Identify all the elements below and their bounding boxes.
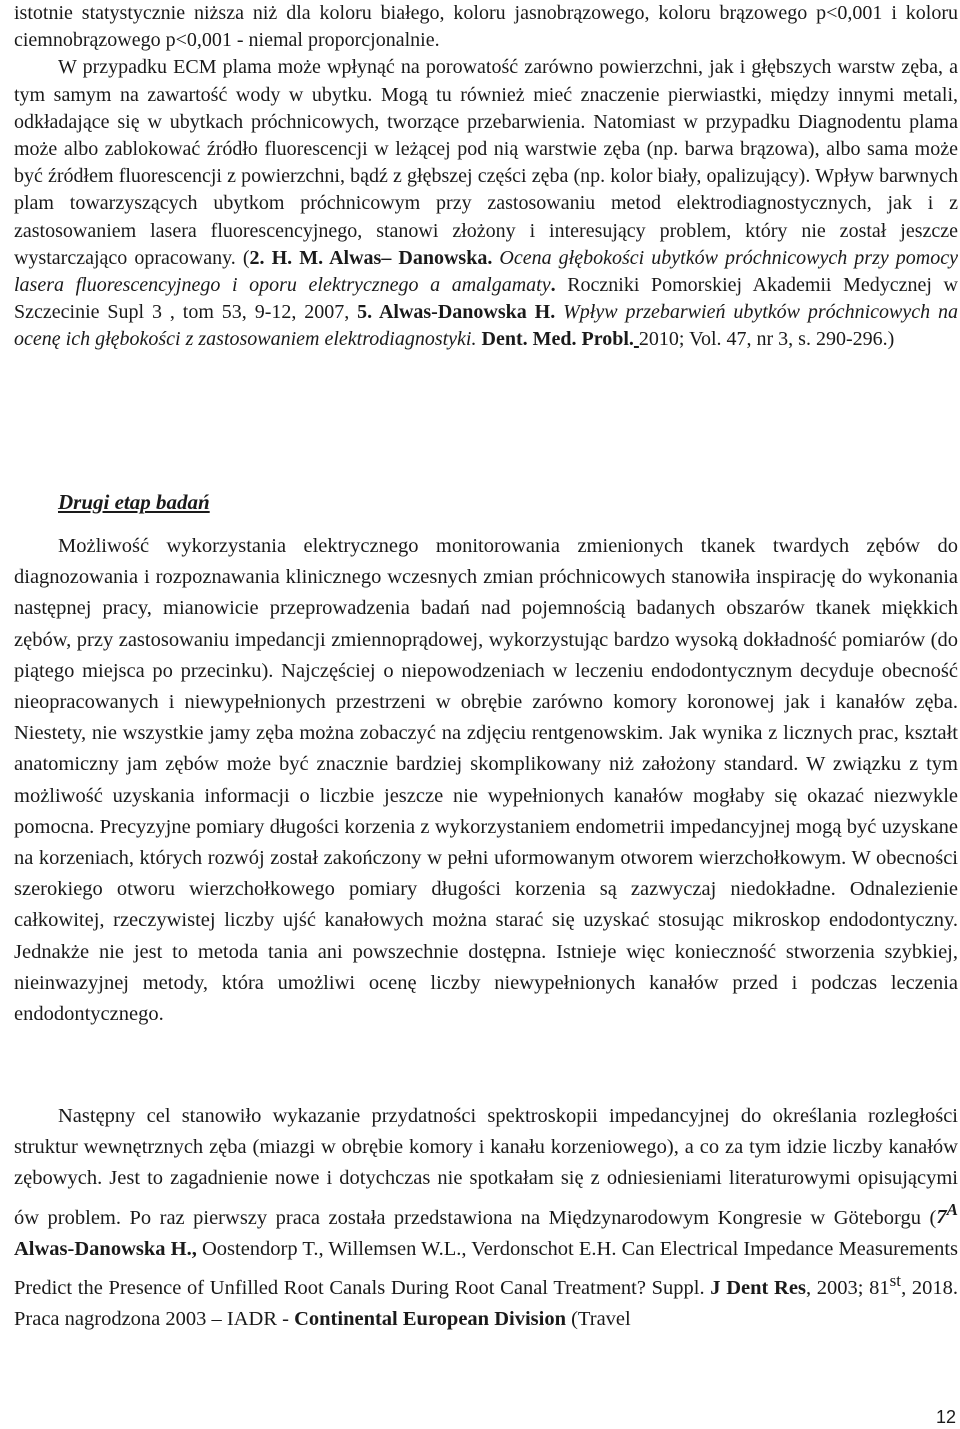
reference-7-sup: A [946, 1200, 958, 1220]
top-paragraph-body: W przypadku ECM plama może wpłynąć na porowatość zarówno powierzchni, jak i głębszych warstw zęba, a tym samym na zawartość wody w ubytku. Mogą tu również mieć znaczenie pierwiastki, między innymi metali, odkładające się w ubytkach próchnicowych, tworzące przebarwienia. Natomiast w przypadku Diagnodentu plama może albo zablokować źródło fluorescencji w leżącej pod nią warstwie zęba (np. barwa brązowa), albo sama może być źródłem fluorescencji z powierzchni, bądź z głębszej części zęba (np. kolor biały, opalizujący). Wpływ barwnych plam towarzyszących ubytkom próchnicowym przy zastosowaniu metod elektrodiagnostycznych, jak i z zastosowaniem lasera fluorescencyjnego, stanowi złożony i interesujący problem, który nie został jeszcze wystarczająco opracowany. ( [14, 56, 958, 269]
reference-2-number: 2. H. M. Alwas– Danowska. [249, 246, 493, 269]
reference-7-author: Alwas-Danowska H., [14, 1237, 197, 1260]
paragraph-1 [14, 531, 958, 1030]
page-number: 12 [935, 1407, 956, 1427]
division-name: Continental European Division [294, 1307, 566, 1330]
reference-5-journal: Dent. Med. Probl. [476, 328, 634, 351]
reference-2-dot: . [550, 274, 556, 297]
reference-5-tail: 2010; Vol. 47, nr 3, s. 290-296.) [638, 328, 895, 351]
top-sentence-1: istotnie statystycznie niższa niż dla koloru białego, koloru jasnobrązowego, koloru brązowego p<0,001 i koloru ciemnobrązowego p<0,001 - niemal proporcjonalnie. [14, 2, 958, 52]
section-heading: Drugi etap badań [58, 490, 210, 514]
journal-name: J Dent Res [710, 1276, 806, 1299]
reference-5-number: 5. Alwas-Danowska H. [357, 301, 556, 324]
journal-st: st [889, 1270, 902, 1290]
paragraph-2-text: Następny cel stanowiło wykazanie przydatności spektroskopii impedancyjnej do określania rozległości struktur wewnętrznych zęba (miazgi w obrębie komory i kanału korzeniowego), a co za tym idzie liczby kanałów zębowych. Jest to zagadnienie nowe i dotychczas nie spotkałam się z odniesieniami literaturowymi opisującymi ów problem. Po raz pierwszy praca została przedstawiona na Międzynarodowym Kongresie w Göteborgu ( [14, 1105, 958, 1229]
journal-year: , 2003; 81 [805, 1276, 890, 1299]
reference-2-journal: Roczniki Pomorskiej Akademii Medycznej w Szczecinie Supl 3 , tom 53, 9-12, 2007, [14, 274, 958, 324]
paragraph-2-tail: (Travel [565, 1307, 631, 1330]
paragraph-1-text: Możliwość wykorzystania elektrycznego monitorowania zmienionych tkanek twardych zębów do diagnozowania i rozpoznawania klinicznego wczesnych zmian próchnicowych stanowiła inspirację do wykonania następnej pracy, mianowicie przeprowadzenia badań nad pojemnością badanych obszarów tkanek miękkich zębów, przy zastosowaniu impedancji zmiennoprądowej, wykorzystując bardzo wysoką dokładność pomiarów (do piątego miejsca po przecinku). Najczęściej o niepowodzeniach w leczeniu endodontycznym decyduje obecność nieopracowanych i niewypełnionych przestrzeni w obrębie zarówno komory koronowej jak i kanałów zęba. Niestety, nie wszystkie jamy zęba można zobaczyć na zdjęciu rentgenowskim. Jak wynika z licznych prac, kształt anatomiczny jam zębów może być znacznie bardziej skomplikowany niż założony standard. W związku z tym możliwość uzyskania informacji o liczbie jeszcze nie wypełnionych kanałów mogłaby się okazać niezwykle pomocna. Precyzyjne pomiary długości korzenia z wykorzystaniem endometrii impedancyjnej mogą być uzyskane na korzeniach, których rozwój został zakończony w pełni uformowanym otworem wierzchołkowym. W obecności szerokiego otworu wierzchołkowego pomiary długości korzenia są zazwyczaj niedokładne. Odnalezienie całkowitej, rzeczywistej liczby ujść kanałowych można starać się uzyskać stosując mikroskop endodontyczny. Jednakże nie jest to metoda tania ani powszechnie dostępna. Istnieje więc konieczność stworzenia szybkiej, nieinwazyjnej metody, która umożliwi ocenę liczby niewypełnionych kanałów przed i podczas leczenia endodontycznego. [14, 535, 958, 1026]
top-paragraph [14, 0, 958, 354]
reference-5-title: Wpływ przebarwień ubytków próchnicowych na ocenę ich głębokości z zastosowaniem elektrodiagnostyki. [14, 301, 958, 351]
reference-7-rest: Oostendorp T., Willemsen W.L., Verdonschot E.H. Can Electrical Impedance Measurements Predict the Presence of Unfilled Root Canals During Root Canal Treatment? Suppl. [14, 1237, 958, 1299]
journal-pages: , 2018. Praca nagrodzona 2003 – IADR - [14, 1276, 959, 1330]
reference-7-number: 7 [936, 1206, 947, 1229]
paragraph-2 [14, 1101, 958, 1335]
reference-2-title: Ocena głębokości ubytków próchnicowych przy pomocy lasera fluorescencyjnego i oporu elektrycznego a amalgamaty [14, 246, 959, 297]
